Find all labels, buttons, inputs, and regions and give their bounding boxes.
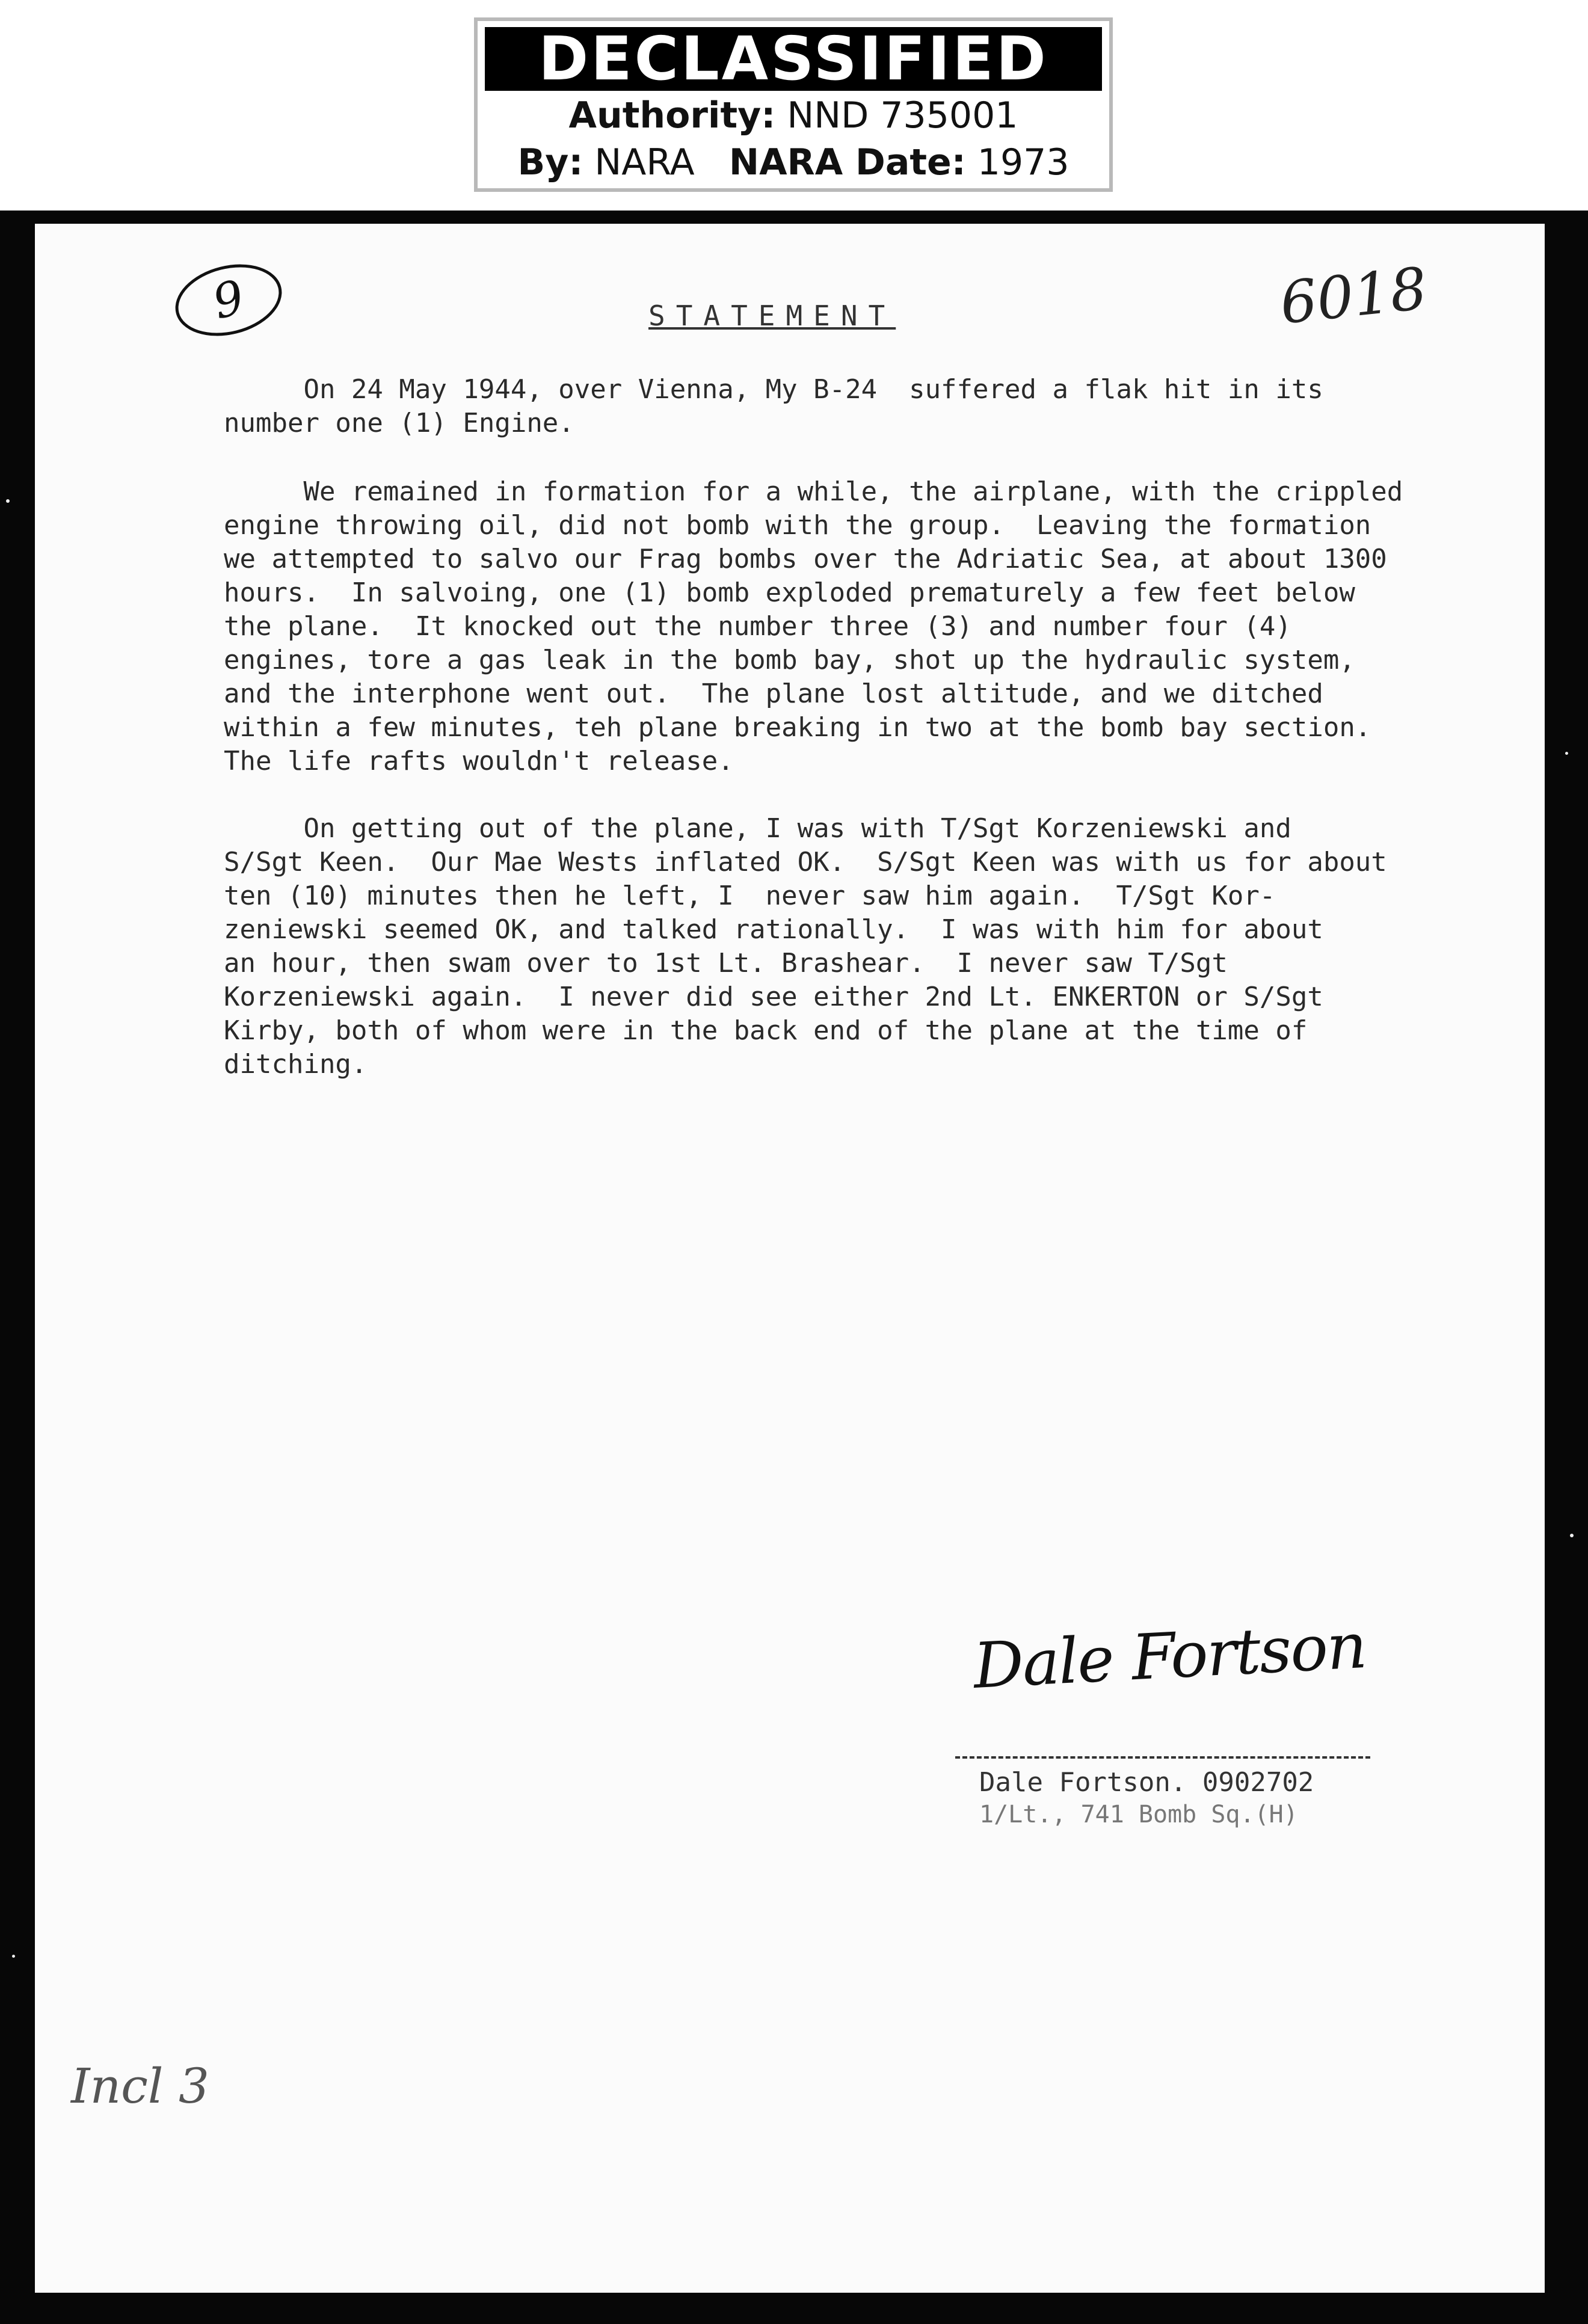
statement-heading: STATEMENT (648, 300, 896, 332)
scan-speck (1570, 1534, 1574, 1537)
margin-note: Incl 3 (71, 2058, 209, 2114)
stamp-authority-value: NND 735001 (787, 94, 1018, 137)
stamp-by-label: By: (517, 141, 583, 183)
declassified-stamp (474, 17, 1113, 192)
scan-speck (1565, 752, 1568, 755)
document-page (35, 224, 1545, 2293)
scan-frame (0, 211, 1588, 2324)
stamp-by-line (478, 141, 1109, 183)
paragraph-2: We remained in formation for a while, the airplane, with the crippled engine throwing oil, did not bomb with the group. Leaving the formation we attempted to salvo our Frag bombs over the Adriatic Sea, at about 1300 hours. In salvoing, one (1) bomb exploded prematurely a few feet below the plane. It knocked out the number three (3) and number four (4) engines, tore a gas leak in the bomb bay, shot up the hydraulic system, and the interphone went out. The plane lost altitude, and we ditched within a few minutes, teh plane breaking in two at the bomb bay section. The life rafts wouldn't release. (224, 476, 1403, 776)
document-number: 6018 (1276, 254, 1430, 337)
scan-speck (12, 1955, 15, 1958)
scan-speck (6, 499, 10, 503)
signature-rank-unit: 1/Lt., 741 Bomb Sq.(H) (979, 1801, 1298, 1828)
handwritten-signature: Dale Fortson (971, 1609, 1368, 1703)
stamp-authority-label: Authority: (568, 94, 776, 137)
paragraph-1: On 24 May 1944, over Vienna, My B-24 suffered a flak hit in its number one (1) Engine. (224, 374, 1323, 438)
paragraph-3: On getting out of the plane, I was with T/Sgt Korzeniewski and S/Sgt Keen. Our Mae Wests inflated OK. S/Sgt Keen was with us for about ten (10) minutes then he left, I never saw him again. T/Sgt Kor- zeniewski seemed OK, and talked rationally. I was with him for about an hour, then swam over to 1st Lt. Brashear. I never saw T/Sgt Korzeniewski again. I never did see either 2nd Lt. ENKERTON or S/Sgt Kirby, both of whom were in the back end of the plane at the time of ditching. (224, 813, 1387, 1080)
stamp-date-value: 1973 (977, 141, 1069, 183)
circled-page-number: 9 (168, 254, 289, 346)
stamp-authority-line (478, 94, 1109, 137)
stamp-title: DECLASSIFIED (485, 27, 1102, 91)
stamp-date-label: NARA Date: (728, 141, 966, 183)
stamp-by-value: NARA (594, 141, 695, 183)
signature-line (955, 1756, 1370, 1759)
typed-signature-name: Dale Fortson. 0902702 (979, 1767, 1314, 1798)
